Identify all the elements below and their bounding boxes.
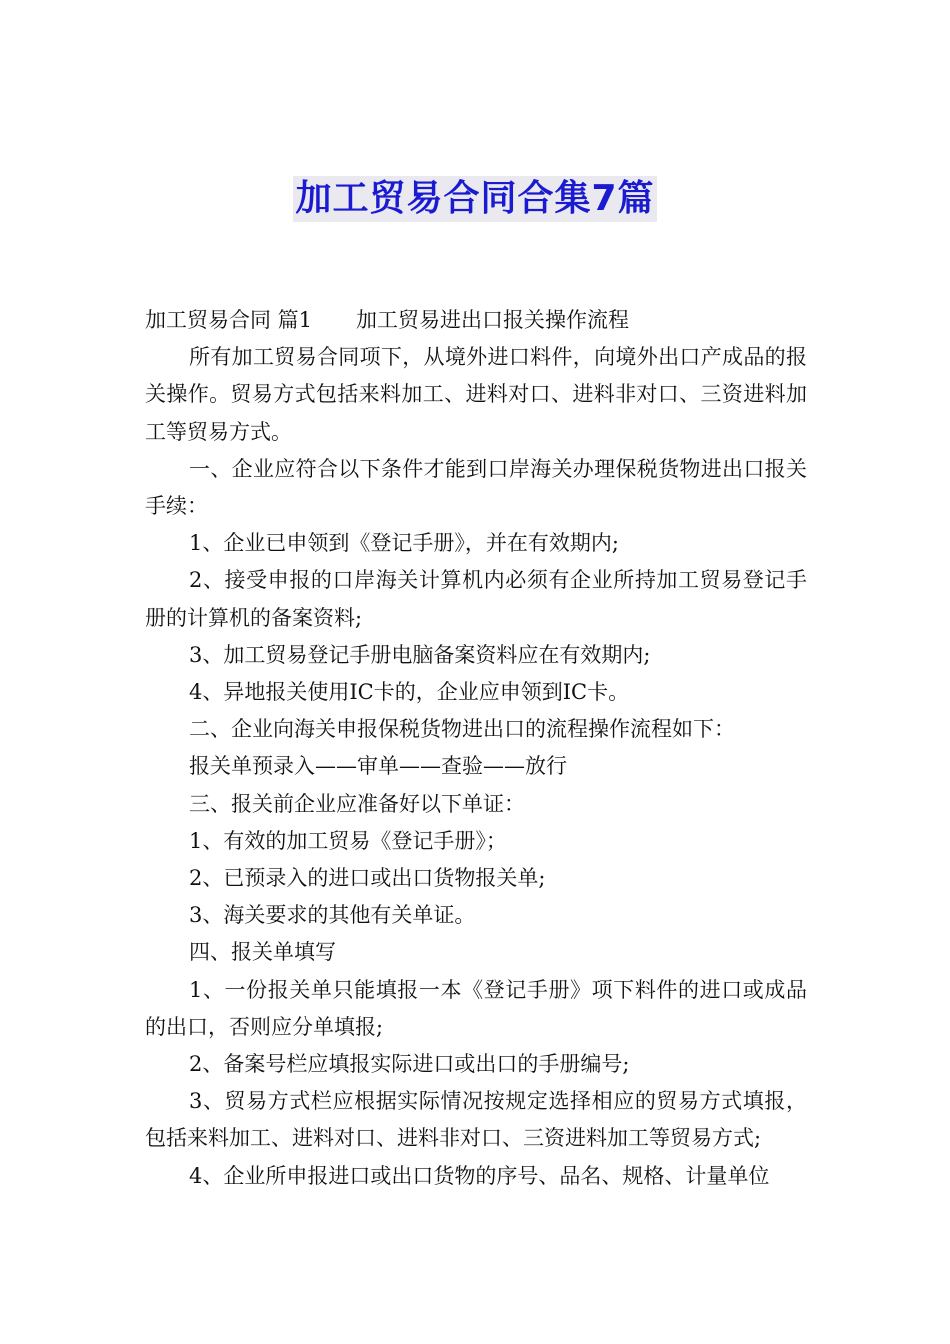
paragraph: 4、异地报关使用IC卡的，企业应申领到IC卡。 (189, 680, 630, 705)
paragraph: 三、报关前企业应准备好以下单证： (189, 791, 525, 816)
paragraph: 4、企业所申报进口或出口货物的序号、品名、规格、计量单位 (189, 1163, 770, 1188)
title-container (0, 176, 950, 222)
paragraph: 3、贸易方式栏应根据实际情况按规定选择相应的贸易方式填报，包括来料加工、进料对口、进料非对口、三资进料加工等贸易方式; (145, 1089, 807, 1151)
section-heading-line (145, 302, 807, 339)
section-heading: 加工贸易进出口报关操作流程 (356, 308, 630, 332)
paragraph: 3、加工贸易登记手册电脑备案资料应在有效期内; (189, 642, 651, 667)
paragraph: 1、企业已申领到《登记手册》，并在有效期内; (189, 531, 619, 556)
paragraph: 二、企业向海关申报保税货物进出口的流程操作流程如下： (189, 717, 735, 742)
document-title: 加工贸易合同合集7篇 (293, 176, 656, 222)
paragraph: 2、备案号栏应填报实际进口或出口的手册编号; (189, 1052, 630, 1077)
heading-gap (312, 302, 356, 339)
paragraph: 3、海关要求的其他有关单证。 (189, 903, 476, 928)
section-label: 加工贸易合同 篇1 (145, 308, 313, 332)
paragraph: 2、已预录入的进口或出口货物报关单; (189, 866, 546, 891)
paragraph: 四、报关单填写 (189, 940, 336, 965)
paragraph: 1、有效的加工贸易《登记手册》； (189, 828, 507, 853)
paragraph: 报关单预录入——审单——查验——放行 (189, 754, 567, 779)
document-body (145, 302, 807, 1195)
paragraph: 所有加工贸易合同项下，从境外进口料件，向境外出口产成品的报关操作。贸易方式包括来料加工、进料对口、进料非对口、三资进料加工等贸易方式。 (145, 345, 807, 444)
paragraph: 2、接受申报的口岸海关计算机内必须有企业所持加工贸易登记手册的计算机的备案资料; (145, 568, 807, 630)
paragraph: 1、一份报关单只能填报一本《登记手册》项下料件的进口或成品的出口，否则应分单填报; (145, 977, 807, 1039)
paragraph: 一、企业应符合以下条件才能到口岸海关办理保税货物进出口报关手续： (145, 456, 807, 519)
